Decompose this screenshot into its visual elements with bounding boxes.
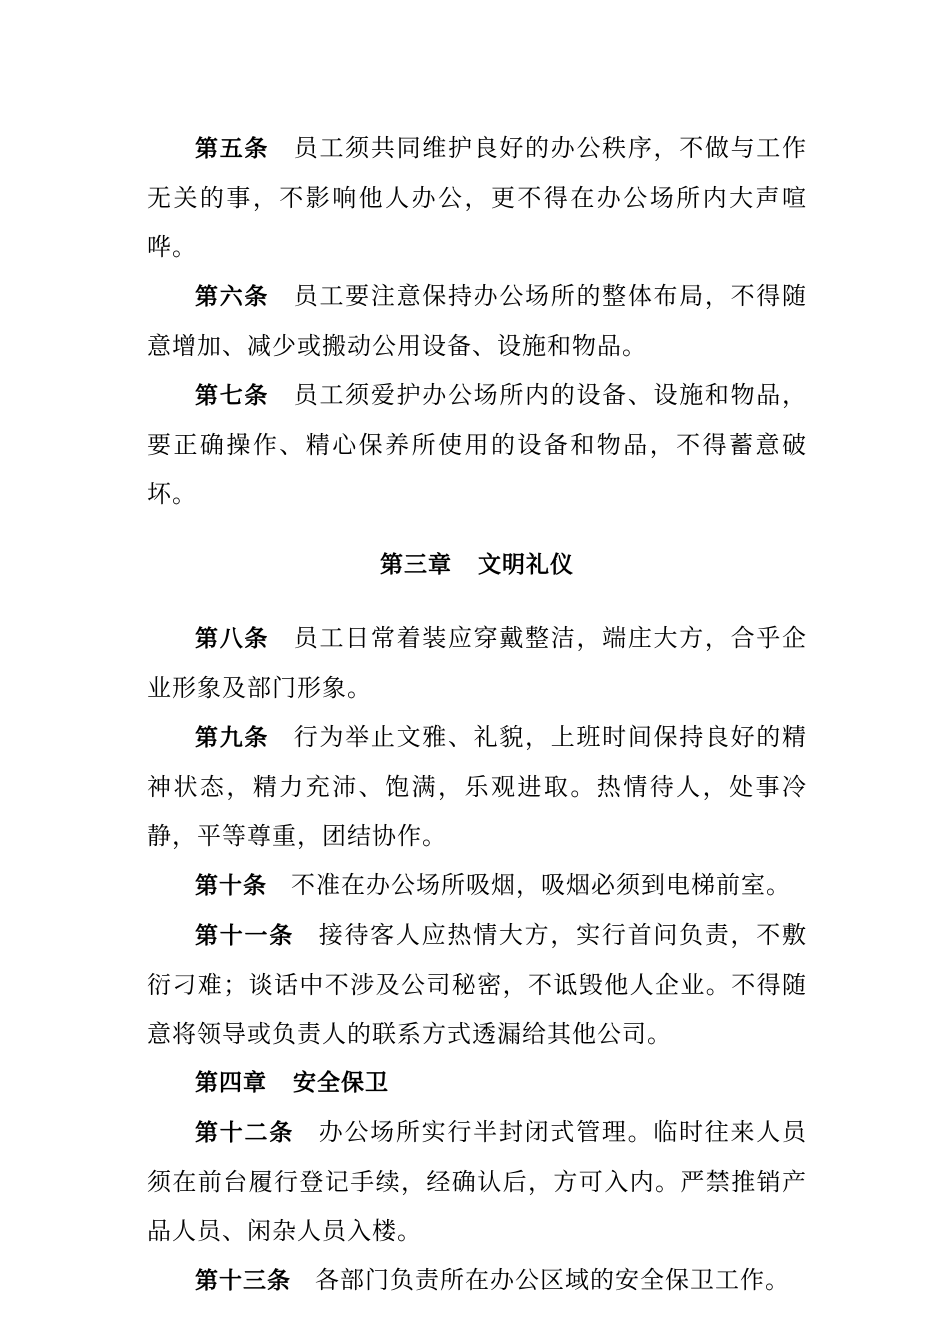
article-text: 接待客人应热情大方，实行首问负责，不敷衍刁难；谈话中不涉及公司秘密，不诋毁他人企业。不得随意将领导或负责人的联系方式透漏给其他公司。 <box>147 921 808 1048</box>
article-label: 第十条 <box>195 873 267 899</box>
article-text: 员工须爱护办公场所内的设备、设施和物品，要正确操作、精心保养所使用的设备和物品，不得蓄意破坏。 <box>147 381 808 508</box>
article-10 <box>147 861 807 911</box>
article-label: 第六条 <box>195 284 270 310</box>
article-6 <box>147 272 807 371</box>
chapter-number: 第三章 <box>380 552 452 578</box>
article-label: 第七条 <box>195 383 270 409</box>
article-text: 员工要注意保持办公场所的整体布局，不得随意增加、减少或搬动公用设备、设施和物品。 <box>147 282 808 360</box>
article-label: 第五条 <box>195 136 270 162</box>
article-label: 第九条 <box>195 725 270 751</box>
article-label: 第十二条 <box>195 1120 294 1146</box>
article-5 <box>147 124 807 272</box>
article-label: 第十一条 <box>195 923 294 949</box>
chapter-title: 文明礼仪 <box>478 552 574 578</box>
article-13 <box>147 1256 807 1306</box>
article-11 <box>147 911 807 1059</box>
document-body <box>147 124 807 1306</box>
article-text: 办公场所实行半封闭式管理。临时往来人员须在前台履行登记手续，经确认后，方可入内。严禁推销产品人员、闲杂人员入楼。 <box>147 1118 808 1245</box>
chapter-number: 第四章 <box>195 1070 267 1096</box>
article-text: 行为举止文雅、礼貌，上班时间保持良好的精神状态，精力充沛、饱满，乐观进取。热情待人，处事冷静，平等尊重，团结协作。 <box>147 723 808 850</box>
article-text: 员工日常着装应穿戴整洁，端庄大方，合乎企业形象及部门形象。 <box>147 624 808 702</box>
article-label: 第十三条 <box>195 1268 291 1294</box>
article-8 <box>147 614 807 713</box>
chapter-3-heading <box>147 519 807 614</box>
article-label: 第八条 <box>195 626 270 652</box>
article-text: 员工须共同维护良好的办公秩序，不做与工作无关的事，不影响他人办公，更不得在办公场所内大声喧哗。 <box>147 134 808 261</box>
article-9 <box>147 713 807 861</box>
chapter-title: 安全保卫 <box>293 1070 389 1096</box>
article-7 <box>147 371 807 519</box>
chapter-4-heading <box>147 1059 807 1108</box>
article-text: 不准在办公场所吸烟，吸烟必须到电梯前室。 <box>291 871 791 899</box>
article-12 <box>147 1108 807 1256</box>
article-text: 各部门负责所在办公区域的安全保卫工作。 <box>315 1266 790 1294</box>
